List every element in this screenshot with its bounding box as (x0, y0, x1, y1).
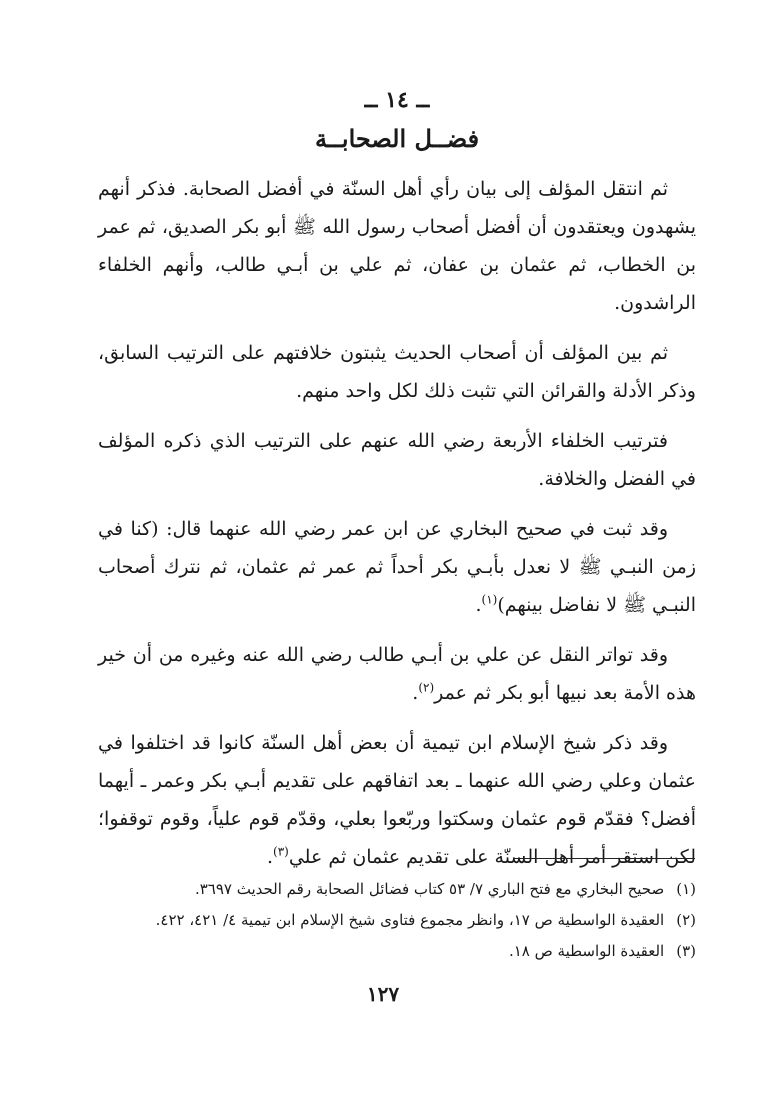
footnote-2 (98, 905, 696, 936)
footnote-2-number: (٢) (676, 911, 696, 929)
paragraph-5-end: . (412, 682, 419, 704)
section-title: فضــل الصحابــة (314, 124, 480, 153)
footnote-2-text: العقيدة الواسطية ص ١٧، وانظر مجموع فتاوى شيخ الإسلام ابن تيمية ٤/ ٤٢١، ٤٢٢. (155, 911, 665, 929)
paragraph-2-text: ثم بين المؤلف أن أصحاب الحديث يثبتون خلافتهم على الترتيب السابق، وذكر الأدلة والقرائن التي تثبت ذلك لكل واحد منهم. (98, 342, 696, 402)
footnote-divider (513, 858, 695, 859)
paragraph-3 (98, 422, 696, 498)
paragraph-2 (98, 334, 696, 410)
page-body (98, 80, 696, 888)
footnote-3-number: (٣) (676, 942, 696, 960)
paragraph-5-text: وقد تواتر النقل عن علي بن أبـي طالب رضي الله عنه وغيره من أن خير هذه الأمة بعد نبيها أبو بكر ثم عمر (98, 644, 696, 704)
paragraph-6-text: وقد ذكر شيخ الإسلام ابن تيمية أن بعض أهل السنّة كانوا قد اختلفوا في عثمان وعلي رضي الله عنهما ـ بعد اتفاقهم على تقديم أبـي بكر وعمر ـ أيهما أفضل؟ فقدّم قوم عثمان وسكتوا وربّعوا بعلي، وقدّم قوم علياً، وقوم توقفوا؛ لكن استقر أمر أهل السنّة على تقديم عثمان ثم علي (98, 732, 696, 868)
paragraph-6-end: . (266, 846, 274, 868)
page-number: ١٢٧ (366, 982, 400, 1006)
footnote-1-number: (١) (676, 880, 696, 898)
footnote-3 (98, 936, 696, 967)
section-number: ــ ١٤ ــ (364, 87, 430, 113)
paragraph-4-text: وقد ثبت في صحيح البخاري عن ابن عمر رضي الله عنهما قال: (كنا في زمن النبـي ﷺ لا نعدل بأبـي بكر أحداً ثم عمر ثم عثمان، ثم نترك أصحاب النبـي ﷺ لا نفاضل بينهم) (98, 518, 696, 616)
footnote-1-text: صحيح البخاري مع فتح الباري ٧/ ٥٣ كتاب فضائل الصحابة رقم الحديث ٣٦٩٧. (194, 880, 665, 898)
paragraph-4-end: . (475, 594, 482, 616)
paragraph-5 (98, 636, 696, 712)
footnote-ref-3[interactable]: (٣) (273, 844, 289, 859)
paragraph-3-text: فترتيب الخلفاء الأربعة رضي الله عنهم على الترتيب الذي ذكره المؤلف في الفضل والخلافة. (98, 430, 696, 490)
footnote-ref-1[interactable]: (١) (481, 592, 498, 607)
footnote-ref-2[interactable]: (٢) (418, 680, 435, 695)
paragraph-6 (98, 724, 696, 876)
paragraph-1 (98, 170, 696, 322)
paragraph-1-text: ثم انتقل المؤلف إلى بيان رأي أهل السنّة في أفضل الصحابة. فذكر أنهم يشهدون ويعتقدون أن أفضل أصحاب رسول الله ﷺ أبو بكر الصديق، ثم عمر بن الخطاب، ثم عثمان بن عفان، ثم علي بن أبـي طالب، وأنهم الخلفاء الراشدون. (98, 178, 696, 314)
footnote-1 (98, 874, 696, 905)
footnote-3-text: العقيدة الواسطية ص ١٨. (508, 942, 665, 960)
footnotes (98, 874, 696, 967)
paragraph-4 (98, 510, 696, 624)
